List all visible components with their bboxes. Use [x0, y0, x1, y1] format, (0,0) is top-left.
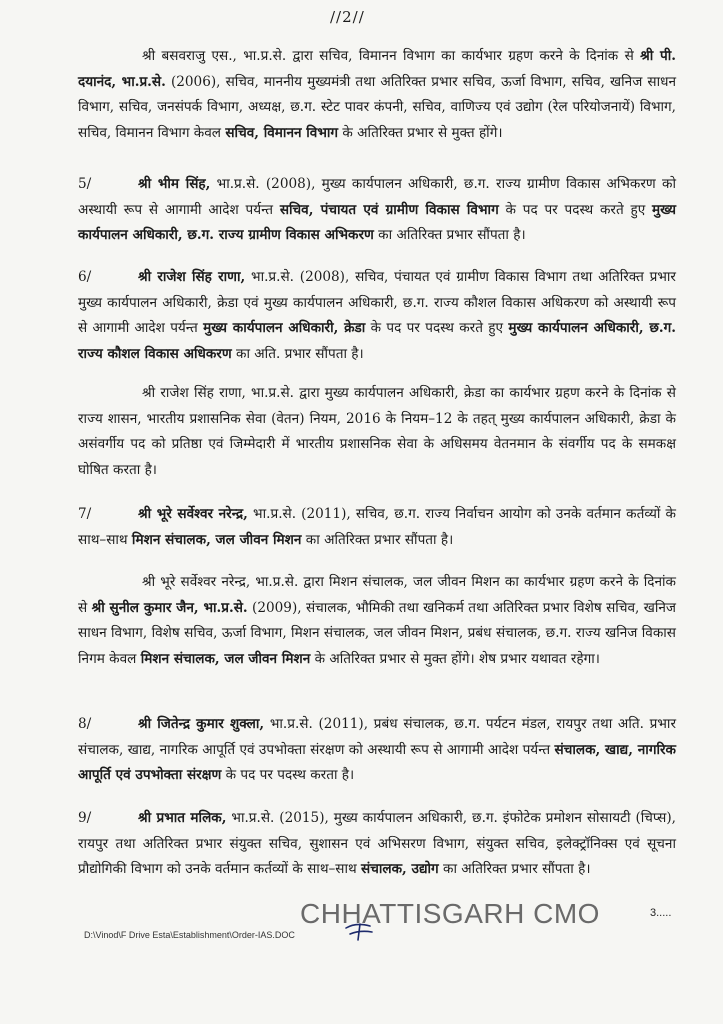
post-name: मुख्य कार्यपालन अधिकारी, छ.ग. राज्य ग्रामीण विकास अभिकरण — [78, 201, 676, 243]
watermark: CHHATTISGARH CMO — [300, 898, 600, 929]
para-text: (2009), संचालक, भौमिकी तथा खनिकर्म तथा अतिरिक्त प्रभार विशेष सचिव, खनिज साधन विभाग, विशेष सचिव, ऊर्जा विभाग, मिशन संचालक, जल जीवन मिशन, प्रबंध संचालक, छ.ग. राज्य खनिज विकास निगम केवल — [78, 599, 677, 667]
post-name: मिशन संचालक, जल जीवन मिशन — [140, 650, 311, 667]
item-text: भा.प्र.से. (2008), सचिव, पंचायत एवं ग्रामीण विकास विभाग तथा अतिरिक्त प्रभार मुख्य कार्यपालन अधिकारी, क्रेडा एवं मुख्य कार्यपालन अधिकारी, छ.ग. राज्य कौशल विकास अधिकरण को अस्थायी रूप से आगामी आदेश पर्यन्त — [78, 269, 676, 336]
order-item-6 — [78, 265, 676, 367]
para-text: श्री भूरे सर्वेश्वर नरेन्द्र, भा.प्र.से. द्वारा मिशन संचालक, जल जीवन मिशन का कार्यभार ग्रहण करने के दिनांक से — [78, 574, 676, 616]
officer-name: श्री सुनील कुमार जैन, भा.प्र.से. — [91, 599, 248, 616]
item-text: के पद पर पदस्थ करता है। — [221, 767, 355, 783]
para-text: के अतिरिक्त प्रभार से मुक्त होंगे। शेष प्रभार यथावत रहेगा। — [310, 650, 600, 667]
item-text: के पद पर पदस्थ करते हुए — [365, 320, 509, 336]
page-number: //2// — [330, 8, 365, 26]
item-text: भा.प्र.से. (2015), मुख्य कार्यपालन अधिकारी, छ.ग. इंफोटेक प्रमोशन सोसायटी (चिप्स), रायपुर तथा अतिरिक्त प्रभार संयुक्त सचिव, सुशासन एवं अभिसरण विभाग, संयुक्त सचिव, इलेक्ट्रॉनिक्स एवं सूचना प्रौद्योगिकी विभाग को उनके वर्तमान कर्तव्यों के साथ–साथ — [78, 810, 676, 877]
item-text: भा.प्र.से. (2011), प्रबंध संचालक, छ.ग. पर्यटन मंडल, रायपुर तथा अति. प्रभार संचालक, खाद्य, नागरिक आपूर्ति एवं उपभोक्ता संरक्षण को अस्थायी रूप से आगामी आदेश पर्यन्त — [78, 716, 676, 758]
post-name: सचिव, पंचायत एवं ग्रामीण विकास विभाग — [279, 201, 499, 218]
post-name: मिशन संचालक, जल जीवन मिशन — [131, 531, 302, 548]
file-path: D:\Vinod\F Drive Esta\Establishment\Order-IAS.DOC — [84, 930, 295, 940]
item-text: का अतिरिक्त प्रभार सौंपता है। — [301, 531, 454, 548]
officer-name: श्री प्रभात मलिक, — [138, 810, 227, 826]
order-item-7 — [78, 502, 676, 553]
officer-name: श्री पी. दयानंद, भा.प्र.से. — [78, 48, 676, 90]
item-text: का अति. प्रभार सौंपता है। — [231, 345, 364, 362]
post-name: सचिव, विमानन विभाग — [225, 124, 339, 141]
signature-initials-icon — [342, 918, 378, 944]
para-text: श्री राजेश सिंह राणा, भा.प्र.से. द्वारा मुख्य कार्यपालन अधिकारी, क्रेडा का कार्यभार ग्रहण करने के दिनांक से राज्य शासन, भारतीय प्रशासनिक सेवा (वेतन) नियम, 2016 के नियम–12 के तहत् मुख्य कार्यपालन अधिकारी, क्रेडा के असंवर्गीय पद को प्रतिष्ठा एवं जिम्मेदारी में भारतीय प्रशासनिक सेवा के अधिसमय वेतनमान के संवर्गीय पद के समकक्ष घोषित करता है। — [78, 385, 676, 478]
item-text: भा.प्र.से. (2008), मुख्य कार्यपालन अधिकारी, छ.ग. राज्य ग्रामीण विकास अभिकरण को अस्थायी रूप से आगामी आदेश पर्यन्त — [78, 176, 676, 218]
para-text: के अतिरिक्त प्रभार से मुक्त होंगे। — [338, 124, 503, 141]
para-text: (2006), सचिव, माननीय मुख्यमंत्री तथा अतिरिक्त प्रभार सचिव, ऊर्जा विभाग, सचिव, खनिज साधन विभाग, सचिव, जनसंपर्क विभाग, अध्यक्ष, छ.ग. स्टेट पावर कंपनी, सचिव, वाणिज्य एवं उद्योग (रेल परियोजनायें) विभाग, सचिव, विमानन विभाग केवल — [78, 73, 676, 141]
order-item-5 — [78, 172, 676, 249]
item-number: 8/ — [78, 716, 92, 732]
item-number: 7/ — [78, 506, 92, 522]
paragraph-relief-mission — [78, 570, 676, 672]
item-text: का अतिरिक्त प्रभार सौंपता है। — [438, 861, 591, 877]
item-number: 6/ — [78, 269, 92, 285]
continuation-marker: 3..... — [650, 907, 672, 919]
officer-name: श्री जितेन्द्र कुमार शुक्ला, — [138, 716, 265, 732]
post-name: संचालक, खाद्य, नागरिक आपूर्ति एवं उपभोक्ता संरक्षण — [78, 741, 676, 783]
item-number: 5/ — [78, 176, 92, 192]
officer-name: श्री राजेश सिंह राणा, — [138, 269, 246, 285]
paragraph-relief-order — [78, 44, 676, 146]
order-item-9 — [78, 806, 676, 883]
post-name: संचालक, उद्योग — [361, 861, 439, 877]
item-text: का अतिरिक्त प्रभार सौंपता है। — [373, 227, 526, 243]
paragraph-pay-rule — [78, 381, 676, 483]
item-number: 9/ — [78, 810, 92, 826]
post-name: मुख्य कार्यपालन अधिकारी, छ.ग. राज्य कौशल विकास अधिकरण — [78, 320, 676, 362]
officer-name: श्री भीम सिंह, — [138, 176, 211, 192]
post-name: मुख्य कार्यपालन अधिकारी, क्रेडा — [203, 320, 366, 336]
item-text: के पद पर पदस्थ करते हुए — [498, 201, 653, 218]
order-item-8 — [78, 712, 676, 789]
officer-name: श्री भूरे सर्वेश्वर नरेन्द्र, — [138, 506, 248, 522]
para-text: श्री बसवराजु एस., भा.प्र.से. द्वारा सचिव, विमानन विभाग का कार्यभार ग्रहण करने के दिनांक से — [142, 48, 641, 64]
item-text: भा.प्र.से. (2011), सचिव, छ.ग. राज्य निर्वाचन आयोग को उनके वर्तमान कर्तव्यों के साथ–साथ — [78, 506, 676, 548]
